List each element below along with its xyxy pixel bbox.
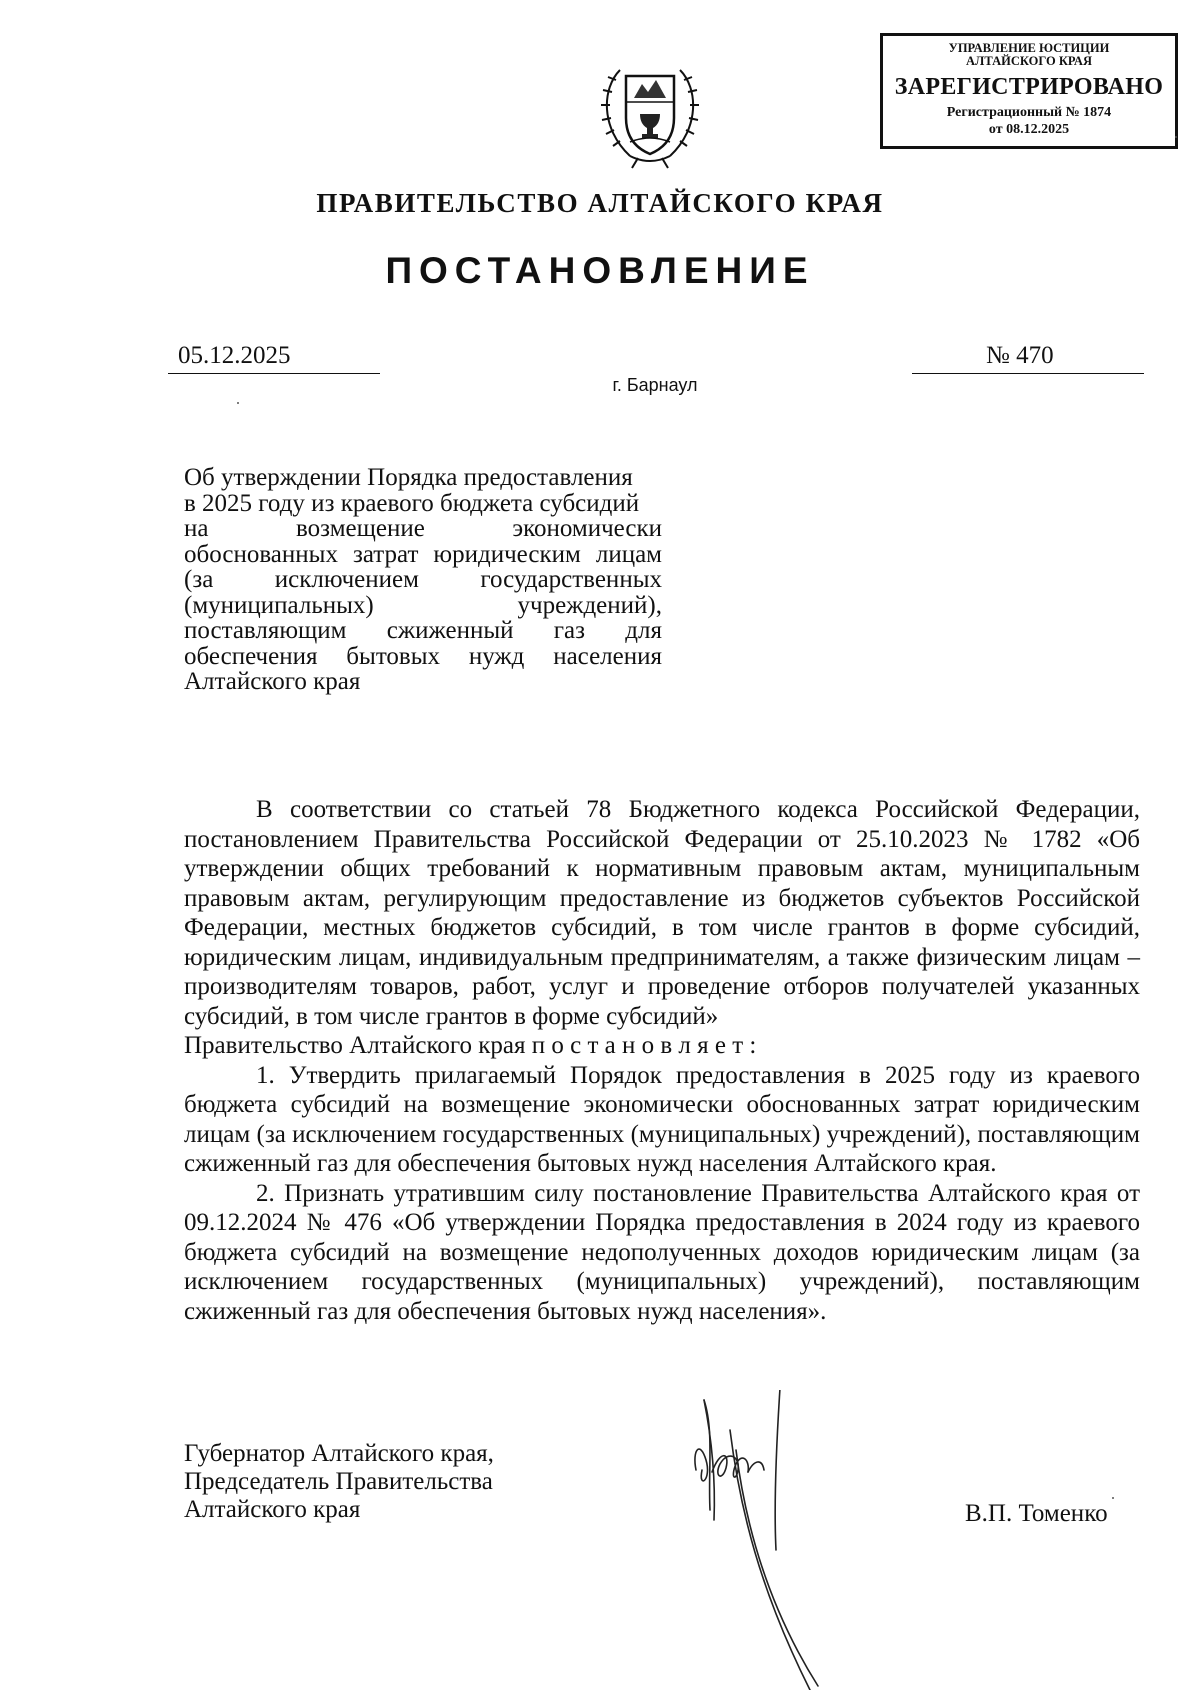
resolves-line bbox=[184, 1031, 1140, 1061]
subject-line: (муниципальных) учреждений), bbox=[184, 591, 662, 619]
scan-speck bbox=[237, 402, 239, 404]
item-2-paragraph: 2. Признать утратившим силу постановление Правительства Алтайского края от 09.12.2024 № 476 «Об утверждении Порядка предоставления в 2024 году из краевого бюджета субсидий на возмещение недополученных доходов юридическим лицам (за исключением государственных (муниципальных) учреждений), поставляющим сжиженный газ для обеспечения бытовых нужд населения». bbox=[184, 1179, 1140, 1325]
preamble-text: В соответствии со статьей 78 Бюджетного кодекса Российской Федерации, постановлением Правительства Российской Федерации от 25.10.2023 № 1782 «Об утверждении общих требований к нормативным правовым актам, муниципальным правовым актам, регулирующим предоставление из бюджетов субъектов Российской Федерации, местных бюджетов субсидий, в том числе грантов в форме субсидий, юридическим лицам, индивидуальным предпринимателям, а также физическим лицам – производителям товаров, работ, услуг и проведение отборов получателей указанных субсидий, в том числе грантов в форме субсидий» bbox=[184, 796, 1140, 1030]
date-underline bbox=[168, 373, 380, 374]
signatory-title-line: Губернатор Алтайского края, bbox=[184, 1440, 494, 1467]
subject-line: Алтайского края bbox=[184, 668, 361, 695]
resolves-word: п о с т а н о в л я е т : bbox=[531, 1032, 757, 1059]
subject-line: в 2025 году из краевого бюджета субсидий bbox=[184, 489, 640, 517]
signatory-title-line: Председатель Правительства bbox=[184, 1468, 493, 1495]
altai-krai-coat-of-arms-icon bbox=[590, 58, 710, 170]
resolves-prefix: Правительство Алтайского края bbox=[184, 1032, 532, 1059]
stamp-department-line2: АЛТАЙСКОГО КРАЯ bbox=[966, 54, 1092, 68]
document-type-heading: ПОСТАНОВЛЕНИЕ bbox=[385, 250, 815, 291]
subject-line: поставляющим сжиженный газ для bbox=[184, 617, 662, 644]
signatory-title-line: Алтайского края bbox=[184, 1496, 361, 1523]
document-city: г. Барнаул bbox=[612, 375, 698, 395]
document-number: № 470 bbox=[986, 342, 1054, 369]
handwritten-signature bbox=[690, 1390, 830, 1690]
registration-stamp bbox=[880, 33, 1178, 149]
stamp-registration-date: от 08.12.2025 bbox=[988, 122, 1070, 137]
subject-line: обоснованных затрат юридическим лицам bbox=[184, 540, 662, 568]
subject-line: Об утверждении Порядка предоставления bbox=[184, 464, 633, 491]
stamp-registration-number: Регистрационный № 1874 bbox=[946, 105, 1112, 120]
government-title: ПРАВИТЕЛЬСТВО АЛТАЙСКОГО КРАЯ bbox=[316, 188, 884, 218]
subject-line: обеспечения бытовых нужд населения bbox=[184, 642, 662, 670]
subject-line: (за исключением государственных bbox=[184, 566, 662, 593]
scan-speck bbox=[1112, 1497, 1114, 1499]
signatory-title bbox=[184, 1440, 494, 1524]
subject-line: на возмещение экономически bbox=[184, 515, 662, 542]
stamp-status: ЗАРЕГИСТРИРОВАНО bbox=[894, 74, 1164, 100]
document-date: 05.12.2025 bbox=[178, 342, 291, 369]
document-body bbox=[184, 795, 1140, 1326]
preamble-paragraph bbox=[184, 795, 1140, 1031]
number-underline bbox=[912, 373, 1144, 374]
item-1-paragraph: 1. Утвердить прилагаемый Порядок предоставления в 2025 году из краевого бюджета субсидий на возмещение экономически обоснованных затрат юридическим лицам (за исключением государственных (муниципальных) учреждений), поставляющим сжиженный газ для обеспечения бытовых нужд населения Алтайского края. bbox=[184, 1061, 1140, 1177]
stamp-department-line1: УПРАВЛЕНИЕ ЮСТИЦИИ bbox=[948, 41, 1110, 55]
signer-name: В.П. Томенко bbox=[965, 1500, 1108, 1527]
document-subject bbox=[184, 465, 662, 695]
scan-speck bbox=[1175, 136, 1177, 138]
